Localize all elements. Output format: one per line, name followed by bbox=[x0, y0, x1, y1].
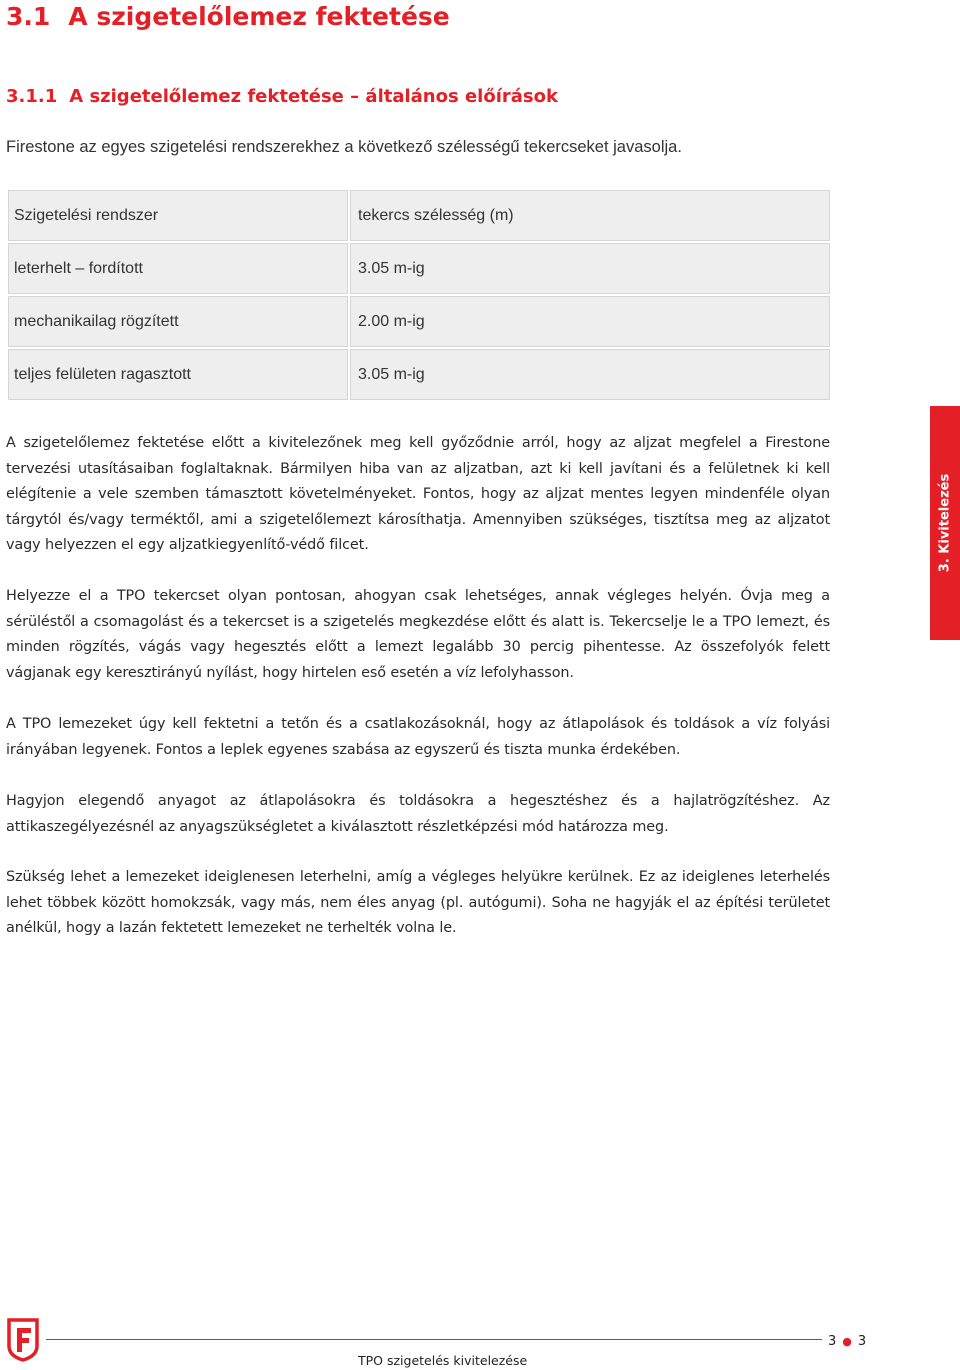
table-row bbox=[7, 348, 831, 401]
intro-text: Firestone az egyes szigetelési rendszerekhez a következő szélességű tekercseket javasolja. bbox=[6, 138, 682, 156]
paragraph-laying-direction: A TPO lemezeket úgy kell fektetni a tetőn és a csatlakozásoknál, hogy az átlapolások és toldások a víz folyási irányában legyenek. Fontos a leplek egyenes szabása az egyszerű és tiszta munka érdekében. bbox=[6, 716, 830, 758]
section-title: A szigetelőlemez fektetése bbox=[68, 2, 450, 31]
paragraph-substrate: A szigetelőlemez fektetése előtt a kivitelezőnek meg kell győződnie arról, hogy az aljzat megfelel a Firestone tervezési utasításaiban foglaltaknak. Bármilyen hiba van az aljzatban, azt ki kell javítani és a felületnek ki kell elégítenie a vele szemben támasztott követelményeket. Fontos, hogy az aljzat mentes legyen mindenféle olyan tárgytól és/vagy terméktől, ami a szigetelőlemezt károsíthatja. Amennyiben szükséges, tisztítsa meg az aljzatot vagy helyezzen el egy aljzatkiegyenlítő-védő filcet. bbox=[6, 435, 830, 553]
page-number bbox=[828, 1334, 866, 1349]
page-index: 3 bbox=[857, 1334, 867, 1349]
chapter-side-tab-label: 3. Kivitelezés bbox=[937, 473, 953, 573]
section-number: 3.1 bbox=[6, 2, 51, 31]
chapter-side-tab bbox=[930, 406, 960, 640]
table-row bbox=[7, 295, 831, 348]
table-cell-system: teljes felületen ragasztott bbox=[7, 348, 349, 401]
table-header-row bbox=[7, 189, 831, 242]
bullet-separator-icon: ● bbox=[842, 1335, 852, 1348]
roll-width-table bbox=[6, 188, 832, 402]
subsection-number: 3.1.1 bbox=[6, 86, 58, 107]
footer-divider bbox=[46, 1339, 822, 1340]
paragraph-placement: Helyezze el a TPO tekercset olyan pontosan, ahogyan csak lehetséges, annak végleges helyén. Óvja meg a sérüléstől a csomagolást és a tekercset is a szigetelés megkezdése előtt és alatt is. Tekercselje le a TPO lemezt, és minden rögzítés, vágás vagy hegesztés előtt a lemezt legalább 30 percig pihentesse. Az összefolyók felett vágjanak egy keresztirányú nyílást, hogy hirtelen eső esetén a víz lefolyhasson. bbox=[6, 588, 830, 681]
table-row bbox=[7, 242, 831, 295]
table-cell-system: mechanikailag rögzített bbox=[7, 295, 349, 348]
page-title bbox=[6, 2, 450, 31]
subsection-heading bbox=[6, 86, 558, 107]
page-chapter: 3 bbox=[828, 1334, 837, 1349]
table-cell-width: 3.05 m-ig bbox=[349, 242, 831, 295]
table-cell-system: leterhelt – fordított bbox=[7, 242, 349, 295]
table-cell-width: 3.05 m-ig bbox=[349, 348, 831, 401]
firestone-logo-icon bbox=[4, 1316, 42, 1362]
subsection-title: A szigetelőlemez fektetése – általános előírások bbox=[69, 86, 558, 107]
table-cell-width: 2.00 m-ig bbox=[349, 295, 831, 348]
paragraph-temporary-ballast: Szükség lehet a lemezeket ideiglenesen leterhelni, amíg a végleges helyükre kerülnek. Ez az ideiglenes leterhelés lehet többek között homokzsák, vagy más, nem éles anyag (pl. autógumi). Soha ne hagyják el az építési területet anélkül, hogy a lazán fektetett lemezeket ne terhelték volna le. bbox=[6, 869, 830, 936]
table-header-system: Szigetelési rendszer bbox=[7, 189, 349, 242]
paragraph-overlap-material: Hagyjon elegendő anyagot az átlapolásokra és toldásokra a hegesztéshez és a hajlatrögzítéshez. Az attikaszegélyezésnél az anyagszükségletet a kiválasztott részletképzési mód határozza meg. bbox=[6, 793, 830, 835]
table-header-width: tekercs szélesség (m) bbox=[349, 189, 831, 242]
footer-title: TPO szigetelés kivitelezése bbox=[358, 1353, 528, 1368]
